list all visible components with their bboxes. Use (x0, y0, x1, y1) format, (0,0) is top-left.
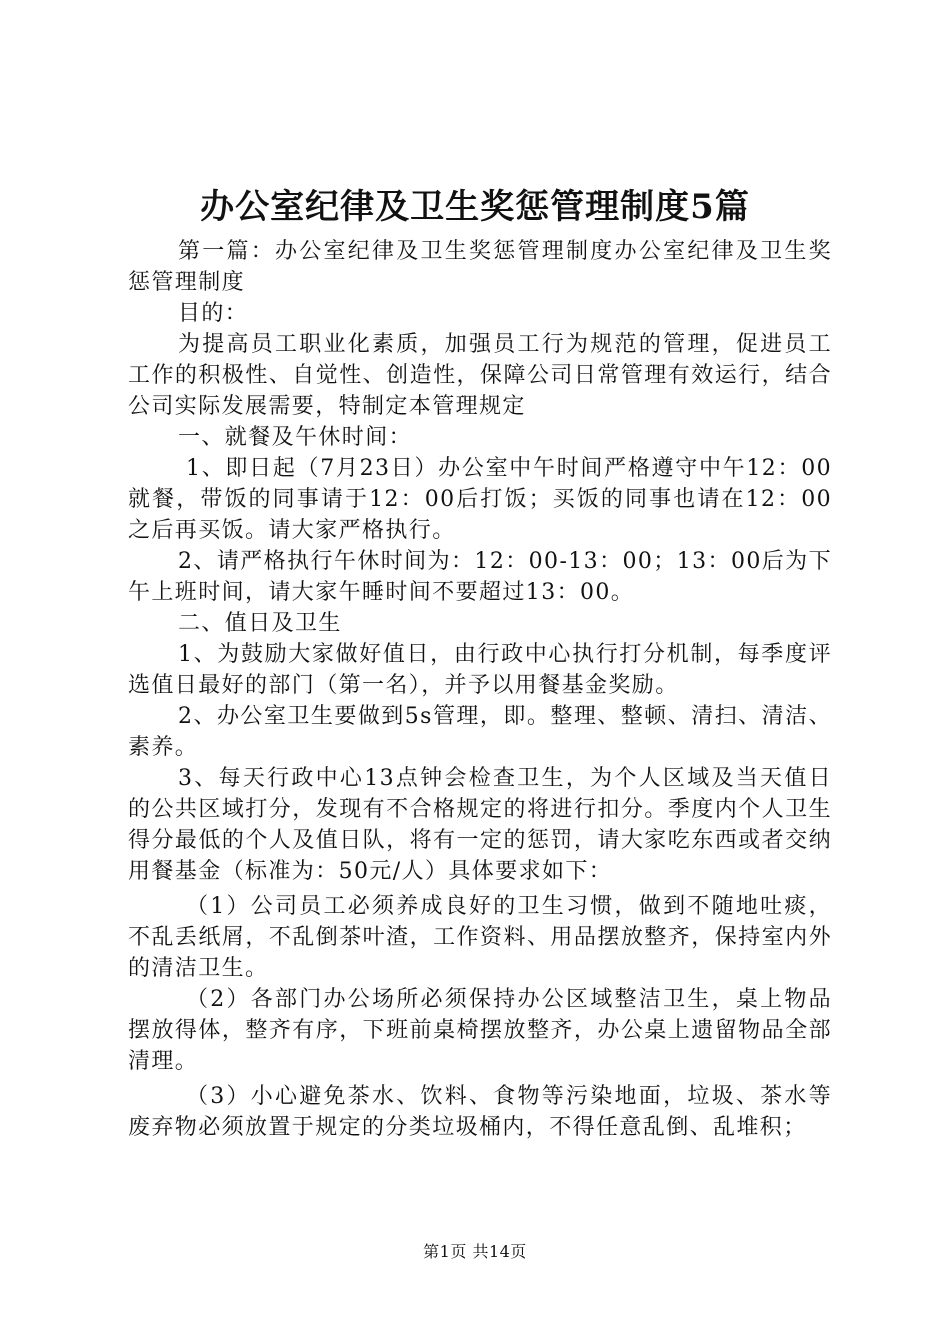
paragraph-requirement-3: （3）小心避免茶水、饮料、食物等污染地面，垃圾、茶水等废弃物必须放置于规定的分类垃圾桶内，不得任意乱倒、乱堆积； (128, 1084, 832, 1140)
paragraph-purpose-label: 目的： (178, 301, 249, 326)
section-heading-duty: 二、值日及卫生 (178, 611, 342, 636)
document-title: 办公室纪律及卫生奖惩管理制度5篇 (200, 187, 750, 227)
document-body (128, 236, 832, 1143)
paragraph-meals-rule-2: 2、请严格执行午休时间为：12：00-13：00；13：00后为下午上班时间，请大家午睡时间不要超过13：00。 (128, 549, 832, 605)
page-number-footer: 第1页 共14页 (423, 1242, 527, 1261)
paragraph-requirement-1: （1）公司员工必须养成良好的卫生习惯，做到不随地吐痰，不乱丢纸屑，不乱倒茶叶渣，工作资料、用品摆放整齐，保持室内外的清洁卫生。 (128, 894, 832, 981)
paragraph-purpose-text: 为提高员工职业化素质，加强员工行为规范的管理，促进员工工作的积极性、自觉性、创造性，保障公司日常管理有效运行，结合公司实际发展需要，特制定本管理规定 (128, 332, 832, 419)
paragraph-duty-rule-1: 1、为鼓励大家做好值日，由行政中心执行打分机制，每季度评选值日最好的部门（第一名），并予以用餐基金奖励。 (128, 642, 832, 698)
section-heading-meals: 一、就餐及午休时间： (178, 425, 413, 450)
paragraph-requirement-2: （2）各部门办公场所必须保持办公区域整洁卫生，桌上物品摆放得体，整齐有序，下班前桌椅摆放整齐，办公桌上遗留物品全部清理。 (128, 987, 832, 1074)
paragraph-duty-rule-2: 2、办公室卫生要做到5s管理，即。整理、整顿、清扫、清洁、素养。 (128, 704, 832, 760)
paragraph-duty-rule-3: 3、每天行政中心13点钟会检查卫生，为个人区域及当天值日的公共区域打分，发现有不合格规定的将进行扣分。季度内个人卫生得分最低的个人及值日队，将有一定的惩罚，请大家吃东西或者交纳用餐基金（标准为：50元/人）具体要求如下： (128, 766, 832, 884)
paragraph-chapter-heading: 第一篇：办公室纪律及卫生奖惩管理制度办公室纪律及卫生奖惩管理制度 (128, 239, 832, 295)
paragraph-meals-rule-1: 1、即日起（7月23日）办公室中午时间严格遵守中午12：00就餐，带饭的同事请于12：00后打饭；买饭的同事也请在12：00之后再买饭。请大家严格执行。 (128, 456, 832, 543)
